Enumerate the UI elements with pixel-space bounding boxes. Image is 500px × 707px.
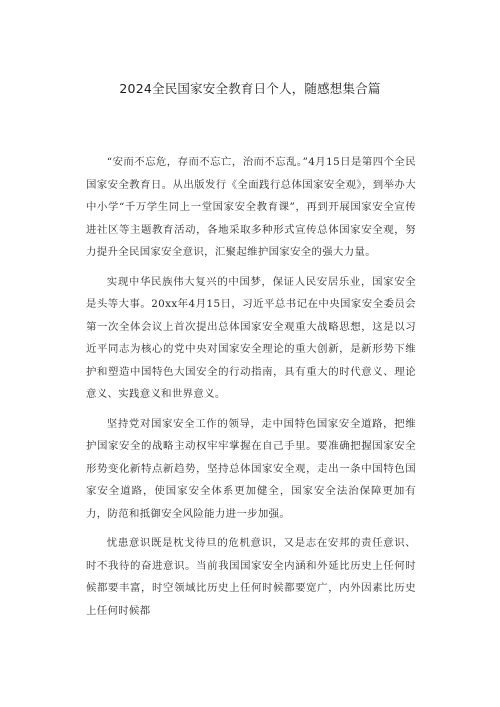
paragraph-4: 忧患意识既是枕戈待旦的危机意识，又是志在安邦的责任意识、时不我待的奋进意识。当前我国国家安全内涵和外延比历史上任何时候都要丰富，时空领域比历史上任何时候都要宽广，内外因素比历史上任何时候都 [86,537,416,617]
document-body [86,151,416,629]
paragraph-2: 实现中华民族伟大复兴的中国梦，保证人民安居乐业，国家安全是头等大事。20xx年4月15日，习近平总书记在中央国家安全委员会第一次全体会议上首次提出总体国家安全观重大战略思想，这是以习近平同志为核心的党中央对国家安全理论的重大创新，是新形势下维护和塑造中国特色大国安全的行动指南，具有重大的时代意义、理论意义、实践意义和世界意义。 [86,275,416,400]
document-title: 2024全民国家安全教育日个人，随感想集合篇 [119,81,381,96]
paragraph-3: 坚持党对国家安全工作的领导，走中国特色国家安全道路，把维护国家安全的战略主动权牢牢掌握在自己手里。要准确把握国家安全形势变化新特点新趋势，坚持总体国家安全观，走出一条中国特色国家安全道路，使国家安全体系更加健全，国家安全法治保障更加有力，防范和抵御安全风险能力进一步加强。 [86,417,416,520]
paragraph-1: “安而不忘危，存而不忘亡，治而不忘乱。”4月15日是第四个全民国家安全教育日。从出版发行《全面践行总体国家安全观》，到举办大中小学“千万学生同上一堂国家安全教育课”，再到开展国家安全宣传进社区等主题教育活动，各地采取多种形式宣传总体国家安全观，努力提升全民国家安全意识，汇聚起维护国家安全的强大力量。 [86,156,416,258]
